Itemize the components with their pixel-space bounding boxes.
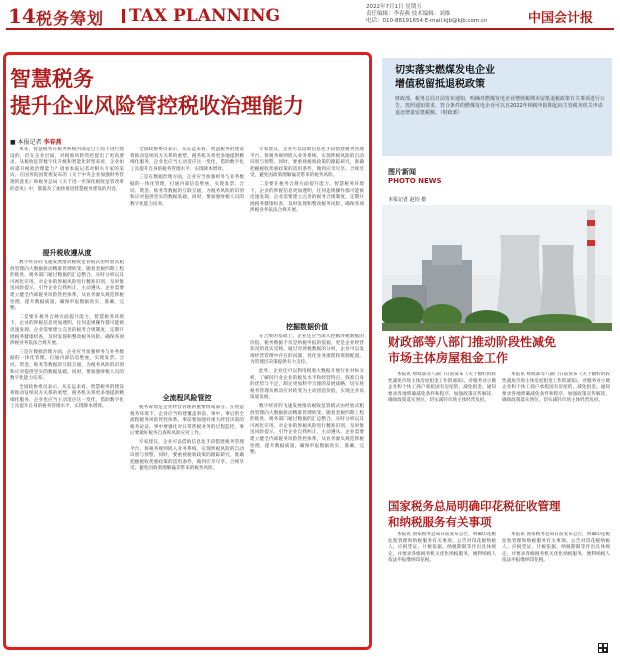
second-title-line-1: 国家税务总局明确印花税征收管理 [388,499,561,513]
second-article-title [388,498,561,530]
paragraph-7a: 专家建议，企业可以借助信息化手段搭建税务管理平台，将税务规则嵌入业务系统，实现涉税风险的自动识别与预警。同时，要重视税收政策的跟踪研究，准确把握税收优惠政策的适用条件，做到应享尽享、合规享受，避免因政策理解偏差带来的税务风险。 [250,147,364,179]
byline-label: 本报记者 [17,139,42,146]
section-divider [122,9,125,23]
sidebar-news-body: 财政部、税务总局日前发布通知，明确对燃煤发电企业增值税期末留抵退税政策有关事项进行公告。按照通知要求，符合条件的燃煤发电企业可以自2022年纳税申报期起向主管税务机关申请退还增量留抵税额。（财政部） [395,96,606,116]
second-body-2: 本报讯 国家税务总局日前发布公告，明确印花税征收管理和纳税服务有关事项。公告对印花税纳税人、应税凭证、计税依据、纳税期限等作出具体规定，并要求各级税务机关优化纳税服务，便利纳税人依法申报缴纳印花税。 [502,532,610,564]
caption-article-column-1 [388,372,496,492]
caption-title-line-1: 财政部等八部门推动阶段性减免 [388,335,557,349]
sidebar-title-line-1: 切实落实燃煤发电企业 [395,65,495,76]
sidebar-news-title [395,64,495,92]
article-column-3 [250,147,364,315]
paragraph-5a: 全国政协委员表示，从长远来看，智慧税务的建设将推动征纳双方关系的重塑，税务机关将更多地提供精细化服务，企业也应当主动适应这一变化，借助数字化工具提升自身的税务管理水平，实现降本增效。 [130,147,244,172]
article-column-1b [10,260,124,645]
page-header [6,0,614,30]
article-column-3b [250,334,364,645]
subhead-3: 挖掘数据价值 [286,323,328,331]
section-en-text: TAX PLANNING [129,6,281,26]
byline-author: 李春燕 [43,139,62,146]
title-line-2: 提升企业风险管控税收治理能力 [10,94,304,118]
issue-meta: 2022年7月1日 星期五 责任编辑：李春燕 技术编辑：刘维 电话：010-88191654 E-mail:kjb@kjb.com.cn [366,4,488,24]
intro-paragraph: 本来，智慧税务在税务系统内部是自上而下进行建设的，但在企业层面，对税收风险管控提出了更高要求。从税收征管数字化升级和智能化转型来看，企业如何提升税收治理能力？请看本报记者对相关专家的采访。在国务院国资委发布的《关于中央企业加强财务管理的意见》和税务总局《关于进一步深化税收征管改革的意见》中，都提及了加快推进智慧税务建设的内容。 [10,147,124,192]
article-byline: ■ 本报记者 李春燕 [10,139,62,146]
paragraph-2: 二是要在税务合规方面提升能力。智慧税务环境下，企业的涉税信息更加透明，任何违规操作都可能被迅速发现。企业需要建立完善的税务合规制度，定期开展税务健康检查，及时发现和整改税务风险，确保各项涉税业务依法合规开展。 [10,314,124,347]
paragraph-5: 税务筹划是企业经营管理的重要组成部分。在智慧税务环境下，企业应当构建覆盖事前、事中、事后的全流程税务风险管控体系。事前要加强对重大经营决策的税务论证，事中要强化对日常涉税业务的过程监控，事后要做好税务自查和风险应对工作。 [130,405,244,437]
title-line-1: 智慧税务 [10,67,94,91]
subhead-1: 提升税收遵从度 [42,249,92,257]
photo-label-en: PHOTO NEWS [388,177,442,185]
second-body-1: 本报讯 国家税务总局日前发布公告，明确印花税征收管理和纳税服务有关事项。公告对印花税纳税人、应税凭证、计税依据、纳税期限等作出具体规定，并要求各级税务机关优化纳税服务，便利纳税人依法申报缴纳印花税。 [388,532,496,564]
paragraph-6: 专家建议，企业可以借助信息化手段搭建税务管理平台，将税务规则嵌入业务系统，实现涉税风险的自动识别与预警。同时，要重视税收政策的跟踪研究，准确把握税收优惠政策的适用条件，做到应享尽享、合规享受，避免因政策理解偏差带来的税务风险。 [130,439,244,472]
article-column-2b [130,405,244,645]
second-article-column-1 [388,532,496,650]
subhead-2: 全流程风险管控 [162,394,212,402]
caption-body-2: 本报讯 财政部等八部门日前发布《关于做好阶段性减免市场主体房屋租金工作的通知》，对服务业小微企业和个体工商户承租国有房屋的，减免租金。通知要求各地明确减免条件和程序，加强政策宣传解读，确保政策落实到位，切实减轻市场主体经营负担。 [502,372,610,404]
paragraph-3: 三是在数据治理方面，企业应当加强财务与业务数据的一体化管理，打通内部信息壁垒，实现发票、合同、资金、账务等数据的互联互通，为税务风险的识别和应对提供坚实的数据基础。同时，要加强财税人员的数字化能力培养。 [10,349,124,382]
photo-news-label [388,168,442,186]
caption-body-1: 本报讯 财政部等八部门日前发布《关于做好阶段性减免市场主体房屋租金工作的通知》，对服务业小微企业和个体工商户承租国有房屋的，减免租金。通知要求各地明确减免条件和程序，加强政策宣传解读，确保政策落实到位，切实减轻市场主体经营负担。 [388,372,496,404]
caption-article-title [388,334,556,366]
paragraph-8: 此外，企业还可以利用税收大数据开展行业对标分析，了解同行业企业的税负水平和经营特点，找准自身的优势与不足，制定更加科学合理的发展战略，切实将税务管理从被动应对转变为主动创造价值，实现企业高质量发展。 [250,368,364,401]
second-article-column-2 [502,532,610,632]
photo-news-image [382,205,612,331]
article-column-2 [130,147,244,375]
photo-author: 本报记者 赵钧 摄 [388,197,427,203]
paragraph-7: 在合规的基础上，企业还应当深入挖掘涉税数据的价值。税务数据不仅是纳税申报的依据，更是企业经营状况的真实反映。通过对涉税数据的分析，企业可以发现经营管理中存在的问题，优化业务流程和资源配置，为管理层决策提供有力支持。 [250,334,364,366]
paragraph-4: 全国政协委员表示，从长远来看，智慧税务的建设将推动征纳双方关系的重塑，税务机关将更多地提供精细化服务，企业也应当主动适应这一变化，借助数字化工具提升自身的税务管理水平，实现降本增效。 [10,384,124,410]
qr-code-icon [598,638,608,648]
article-title [10,66,304,120]
section-name: 税务筹划 [36,9,105,28]
caption-article-column-2 [502,372,610,492]
paragraph-1: 数字经济的飞速发展推动税收征管模式由经验式粗放管理向大数据驱动精准管理转变。随着金税四期工程的推进，税务部门通过数据的汇总整合、实时分析以及可视化应用，对企业的涉税风险进行精准识别，及时推送风险提示，引导企业自我纠正、主动遵从。企业需要建立健全内部税务风险管控体系，从业务源头规范涉税处理，提升数据质量，确保申报数据真实、准确、完整。 [10,260,124,312]
page-number: 14 [8,4,36,28]
sidebar-title-line-2: 增值税留抵退税政策 [395,79,485,90]
newspaper-logo: 中国会计报 [528,11,594,26]
second-title-line-2: 和纳税服务有关事项 [388,515,492,529]
paragraph-6a: 三是在数据治理方面，企业应当加强财务与业务数据的一体化管理，打通内部信息壁垒，实现发票、合同、资金、账务等数据的互联互通，为税务风险的识别和应对提供坚实的数据基础。同时，要加强财税人员的数字化能力培养。 [130,175,244,207]
photo-label-cn: 图片新闻 [388,168,416,176]
section-name-en [122,6,280,26]
paragraph-8a: 二是要在税务合规方面提升能力。智慧税务环境下，企业的涉税信息更加透明，任何违规操作都可能被迅速发现。企业需要建立完善的税务合规制度，定期开展税务健康检查，及时发现和整改税务风险，确保各项涉税业务依法合规开展。 [250,181,364,214]
caption-title-line-2: 市场主体房屋租金工作 [388,351,509,365]
paragraph-9: 数字经济的飞速发展推动税收征管模式由经验式粗放管理向大数据驱动精准管理转变。随着金税四期工程的推进，税务部门通过数据的汇总整合、实时分析以及可视化应用，对企业的涉税风险进行精准识别，及时推送风险提示，引导企业自我纠正、主动遵从。企业需要建立健全内部税务风险管控体系，从业务源头规范涉税处理，提升数据质量，确保申报数据真实、准确、完整。 [250,403,364,456]
power-plant-photo [382,205,612,331]
